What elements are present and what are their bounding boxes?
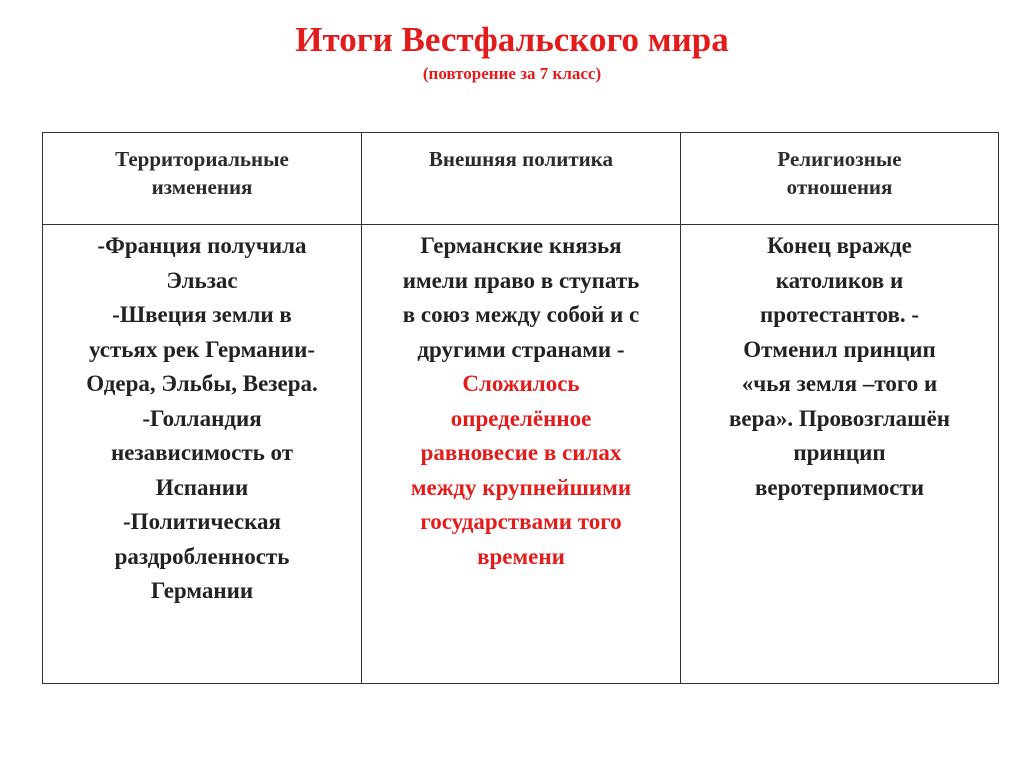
header-foreign-policy: [362, 133, 681, 225]
header-row: [43, 133, 999, 225]
header-text: Территориальные: [115, 147, 289, 171]
text-line: -Франция получила: [97, 233, 307, 258]
highlight-line: между крупнейшими: [410, 474, 632, 500]
text-line: принцип: [793, 440, 886, 465]
header-territorial: [43, 133, 362, 225]
content-row: [43, 225, 999, 684]
highlight-line: определённое: [450, 405, 592, 431]
text-line: раздробленность: [114, 543, 290, 569]
text-line: -Швеция земли в: [112, 302, 292, 327]
text-line: Германии: [150, 578, 254, 603]
header-religious: [681, 133, 999, 225]
text-line: веротерпимости: [754, 474, 925, 500]
text-line: вера». Провозглашён: [728, 405, 951, 431]
slide-subtitle: (повторение за 7 класс): [422, 64, 602, 83]
text-line: устьях рек Германии-: [88, 336, 316, 362]
text-line: в союз между собой и с: [402, 302, 640, 327]
text-line: независимость от: [110, 440, 294, 465]
text-line: Отменил принцип: [743, 336, 936, 362]
cell-foreign-policy: [362, 225, 681, 684]
slide-title: Итоги Вестфальского мира: [295, 20, 729, 59]
highlight-line: Сложилось: [462, 371, 580, 396]
text-line: Одера, Эльбы, Везера.: [86, 371, 318, 396]
header-text: отношения: [786, 175, 893, 199]
text-line: другими странами -: [417, 336, 625, 362]
text-line: Эльзас: [166, 267, 238, 293]
text-line: -Политическая: [123, 509, 281, 534]
text-line: католиков и: [775, 267, 904, 293]
text-line: -Голландия: [142, 405, 262, 431]
text-line: Конец вражде: [767, 233, 912, 258]
results-table: [42, 132, 999, 684]
text-line: протестантов. -: [759, 302, 920, 327]
text-line: Германские князья: [420, 233, 622, 258]
cell-religious: [681, 225, 999, 684]
header-text: изменения: [151, 175, 253, 199]
header-text: Религиозные: [777, 147, 902, 171]
cell-territorial: [43, 225, 362, 684]
highlight-line: государствами того: [420, 509, 622, 534]
text-line: имели право в ступать: [402, 267, 640, 293]
highlight-line: равновесие в силах: [420, 440, 622, 465]
text-line: «чья земля –того и: [741, 371, 938, 396]
highlight-line: времени: [477, 543, 565, 569]
text-line: Испании: [155, 474, 249, 500]
header-text: Внешняя политика: [428, 147, 614, 171]
